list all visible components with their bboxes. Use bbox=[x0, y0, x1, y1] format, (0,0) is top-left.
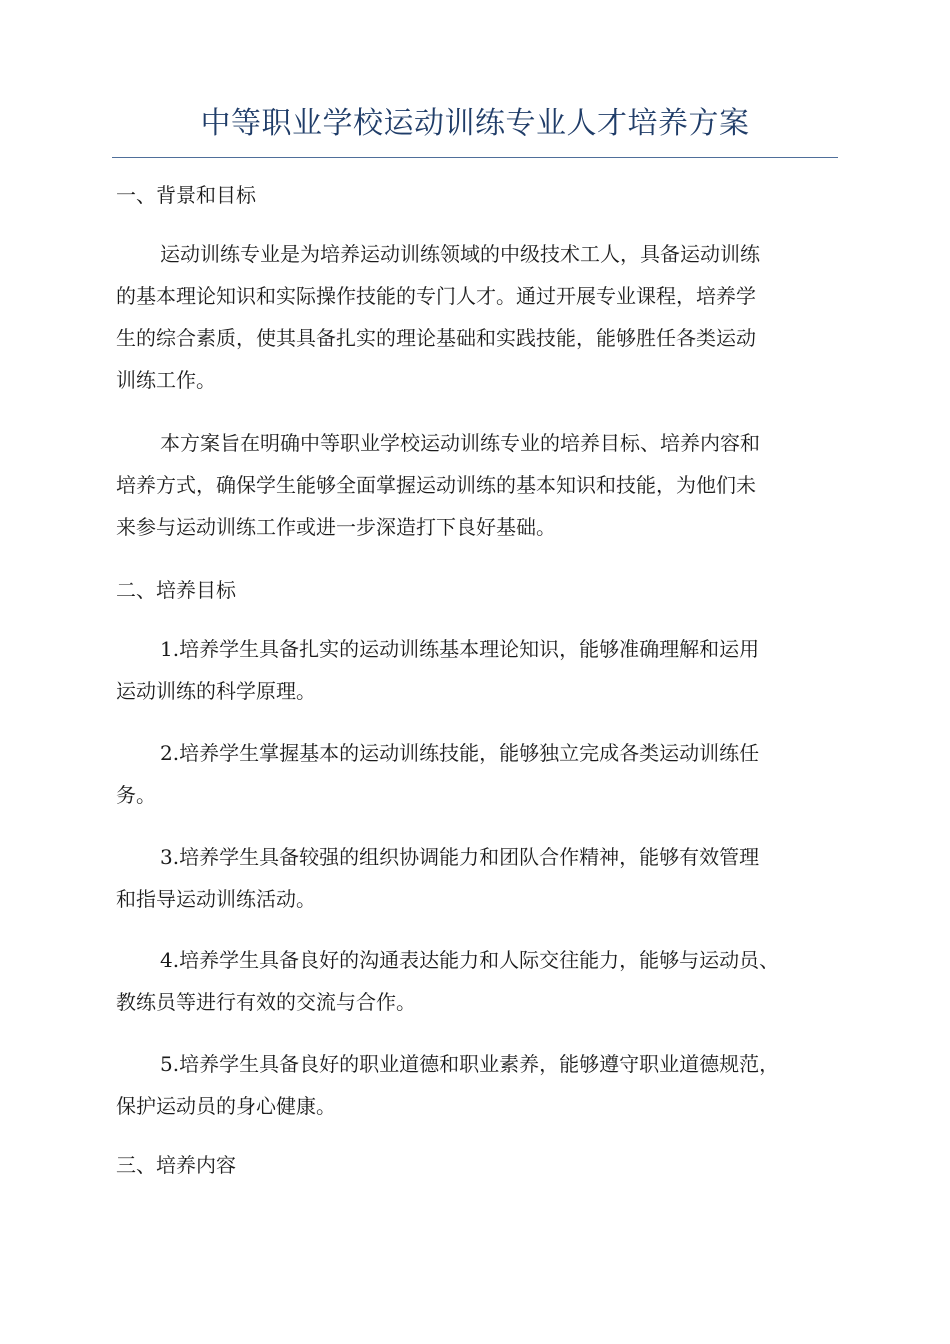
document-title: 中等职业学校运动训练专业人才培养方案 bbox=[200, 106, 750, 141]
paragraph-background-2 bbox=[116, 422, 846, 548]
paragraph-goal-3 bbox=[116, 836, 846, 920]
paragraph-line: 和指导运动训练活动。 bbox=[116, 887, 316, 911]
paragraph-line: 运动训练专业是为培养运动训练领域的中级技术工人，具备运动训练 bbox=[160, 242, 760, 266]
paragraph-line: 生的综合素质，使其具备扎实的理论基础和实践技能，能够胜任各类运动 bbox=[116, 326, 756, 350]
paragraph-line: 运动训练的科学原理。 bbox=[116, 679, 316, 703]
paragraph-goal-5 bbox=[116, 1043, 846, 1127]
section-heading-content: 三、培养内容 bbox=[116, 1153, 236, 1177]
paragraph-goal-4 bbox=[116, 939, 846, 1023]
paragraph-line: 3.培养学生具备较强的组织协调能力和团队合作精神，能够有效管理 bbox=[160, 845, 760, 869]
paragraph-line: 务。 bbox=[116, 783, 156, 807]
paragraph-background-1 bbox=[116, 233, 846, 401]
paragraph-goal-1 bbox=[116, 628, 846, 712]
section-heading-background: 一、背景和目标 bbox=[116, 183, 256, 207]
paragraph-line: 教练员等进行有效的交流与合作。 bbox=[116, 990, 416, 1014]
paragraph-line: 来参与运动训练工作或进一步深造打下良好基础。 bbox=[116, 515, 556, 539]
section-heading-goals: 二、培养目标 bbox=[116, 578, 236, 602]
paragraph-line: 4.培养学生具备良好的沟通表达能力和人际交往能力，能够与运动员、 bbox=[160, 948, 780, 972]
paragraph-line: 培养方式，确保学生能够全面掌握运动训练的基本知识和技能，为他们未 bbox=[116, 473, 756, 497]
paragraph-goal-2 bbox=[116, 732, 846, 816]
paragraph-line: 训练工作。 bbox=[116, 368, 216, 392]
paragraph-line: 保护运动员的身心健康。 bbox=[116, 1094, 336, 1118]
paragraph-line: 本方案旨在明确中等职业学校运动训练专业的培养目标、培养内容和 bbox=[160, 431, 760, 455]
title-divider bbox=[112, 157, 838, 158]
paragraph-line: 2.培养学生掌握基本的运动训练技能，能够独立完成各类运动训练任 bbox=[160, 741, 760, 765]
paragraph-line: 1.培养学生具备扎实的运动训练基本理论知识，能够准确理解和运用 bbox=[160, 637, 760, 661]
paragraph-line: 的基本理论知识和实际操作技能的专门人才。通过开展专业课程，培养学 bbox=[116, 284, 756, 308]
paragraph-line: 5.培养学生具备良好的职业道德和职业素养，能够遵守职业道德规范， bbox=[160, 1052, 780, 1076]
